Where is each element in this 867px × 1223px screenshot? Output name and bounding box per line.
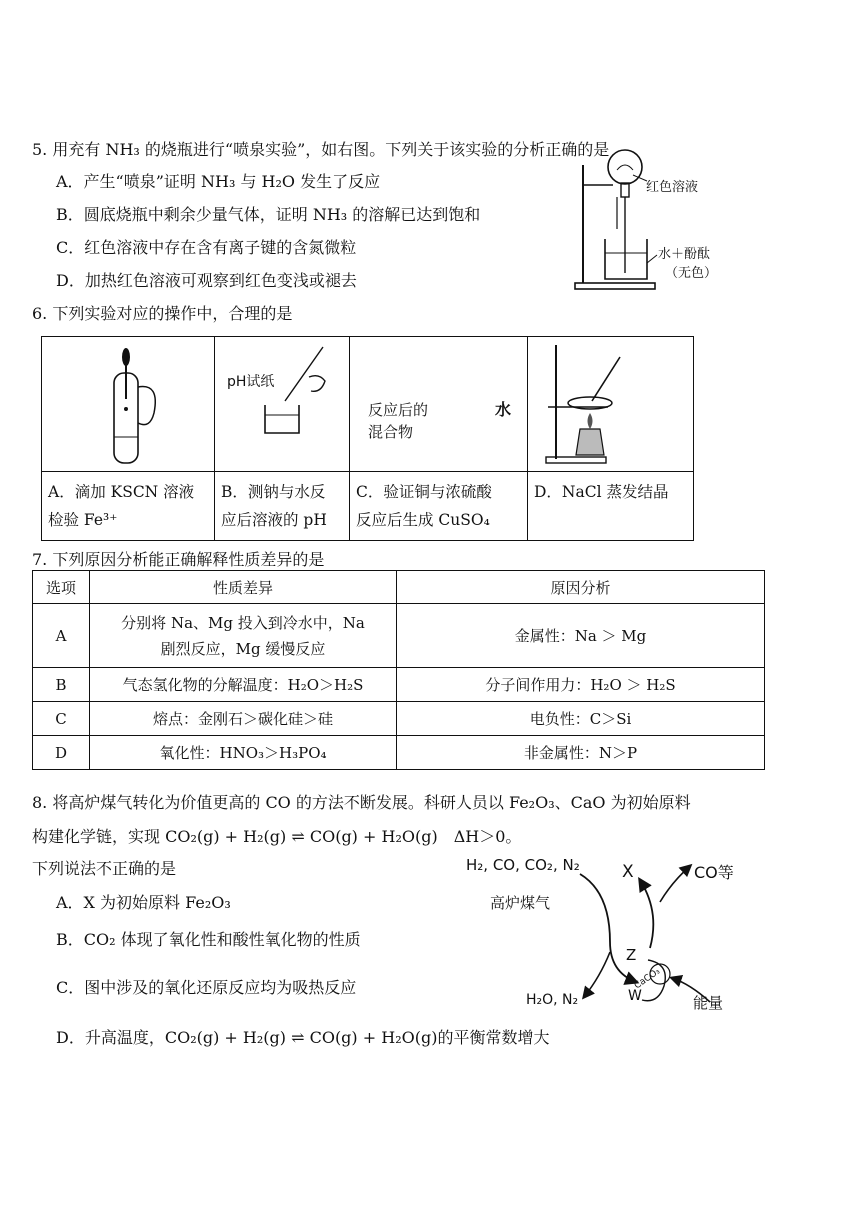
q8-label-h2o-n2: H₂O, N₂ <box>526 992 579 1008</box>
q6-cell-a-figure <box>42 337 215 472</box>
table-row <box>33 604 765 668</box>
q8-label-co-etc: CO等 <box>694 863 734 882</box>
q6-cell-b-figure <box>215 337 350 472</box>
q6-option-b-line2: 应后溶液的 pH <box>221 511 327 529</box>
q8-option-c: C．图中涉及的氧化还原反应均为吸热反应 <box>56 978 357 997</box>
q6-option-c-line1: C．验证铜与浓硫酸 <box>356 483 492 501</box>
q7-row-b-reason: 分子间作用力：H₂O ＞ H₂S <box>397 668 765 702</box>
q5-option-d: D．加热红色溶液可观察到红色变浅或褪去 <box>56 271 357 290</box>
q6-option-a <box>42 472 215 541</box>
table-row <box>33 668 765 702</box>
q7-table <box>32 570 765 770</box>
q7-header-property: 性质差异 <box>90 571 397 604</box>
q6-option-a-line2: 检验 Fe³⁺ <box>48 511 118 529</box>
q8-label-energy: 能量 <box>693 994 724 1012</box>
q5-option-c: C．红色溶液中存在含有离子键的含氮微粒 <box>56 238 357 257</box>
q7-row-a-property-line1: 分别将 Na、Mg 投入到冷水中，Na <box>121 613 365 632</box>
q6-label-water: 水 <box>495 400 512 419</box>
q6-option-c-line2: 反应后生成 CuSO₄ <box>356 511 490 529</box>
q8-option-d: D．升高温度，CO₂(g) + H₂(g) ⇌ CO(g) + H₂O(g)的平衡常数增大 <box>56 1028 550 1047</box>
q6-option-c <box>350 472 528 541</box>
q6-label-mixture-1: 反应后的 <box>368 401 429 419</box>
q7-row-a-option: A <box>33 604 90 668</box>
q6-option-d-line1: D．NaCl 蒸发结晶 <box>534 483 669 501</box>
q8-stem-line1: 8. 将高炉煤气转化为价值更高的 CO 的方法不断发展。科研人员以 Fe₂O₃、CaO 为初始原料 <box>32 793 691 812</box>
q8-option-a: A．X 为初始原料 Fe₂O₃ <box>56 893 231 912</box>
q6-cell-d-figure <box>528 337 694 472</box>
ph-paper-beaker-figure <box>215 337 349 467</box>
q8-label-gas-mix: H₂, CO, CO₂, N₂ <box>466 856 580 874</box>
q8-option-b: B．CO₂ 体现了氧化性和酸性氧化物的性质 <box>56 930 361 949</box>
q8-label-w: W <box>628 988 642 1004</box>
dropper-test-tube-figure <box>42 337 214 467</box>
q7-row-d-reason: 非金属性：N＞P <box>397 736 765 770</box>
q8-stem-line2: 构建化学链，实现 CO₂(g) + H₂(g) ⇌ CO(g) + H₂O(g) ΔH＞0。 <box>32 827 522 846</box>
q6-options-table <box>41 336 694 541</box>
table-row <box>33 702 765 736</box>
q6-option-a-line1: A．滴加 KSCN 溶液 <box>48 483 195 501</box>
q7-row-b-option: B <box>33 668 90 702</box>
q6-option-b <box>215 472 350 541</box>
q5-label-colorless: （无色） <box>665 266 718 281</box>
q6-cell-c-figure <box>350 337 528 472</box>
q5-option-b: B．圆底烧瓶中剩余少量气体，证明 NH₃ 的溶解已达到饱和 <box>56 205 481 224</box>
q6-option-d <box>528 472 694 541</box>
q7-stem: 7. 下列原因分析能正确解释性质差异的是 <box>32 550 325 569</box>
q5-label-water-phenol: 水＋酚酞 <box>658 247 711 262</box>
q6-stem: 6. 下列实验对应的操作中，合理的是 <box>32 304 293 323</box>
q6-option-b-line1: B．测钠与水反 <box>221 483 326 501</box>
q7-row-a-property-line2: 剧烈反应，Mg 缓慢反应 <box>160 639 326 658</box>
q7-row-a-property <box>90 604 397 668</box>
q7-row-a-reason: 金属性：Na ＞ Mg <box>397 604 765 668</box>
q7-header-reason: 原因分析 <box>397 571 765 604</box>
q8-label-caco3: CaCO₃ <box>632 966 663 992</box>
q7-header-option: 选项 <box>33 571 90 604</box>
q8-label-blast-furnace-gas: 高炉煤气 <box>490 894 551 912</box>
q8-label-x: X <box>622 862 634 882</box>
q5-stem: 5. 用充有 NH₃ 的烧瓶进行“喷泉实验”，如右图。下列关于该实验的分析正确的是 <box>32 140 610 159</box>
q7-row-d-property: 氧化性：HNO₃＞H₃PO₄ <box>90 736 397 770</box>
q5-label-red-solution: 红色溶液 <box>646 180 699 195</box>
q7-row-c-reason: 电负性：C＞Si <box>397 702 765 736</box>
q7-row-d-option: D <box>33 736 90 770</box>
q6-label-ph-paper: pH试纸 <box>227 374 275 390</box>
q7-row-c-property: 熔点：金刚石＞碳化硅＞硅 <box>90 702 397 736</box>
q8-label-z: Z <box>626 946 637 964</box>
q5-option-a: A．产生“喷泉”证明 NH₃ 与 H₂O 发生了反应 <box>56 172 381 191</box>
q7-row-c-option: C <box>33 702 90 736</box>
q8-sub-stem: 下列说法不正确的是 <box>32 859 177 878</box>
evaporation-stand-figure <box>528 337 693 467</box>
q7-row-b-property: 气态氢化物的分解温度：H₂O＞H₂S <box>90 668 397 702</box>
q6-label-mixture-2: 混合物 <box>368 423 414 441</box>
table-row <box>33 736 765 770</box>
